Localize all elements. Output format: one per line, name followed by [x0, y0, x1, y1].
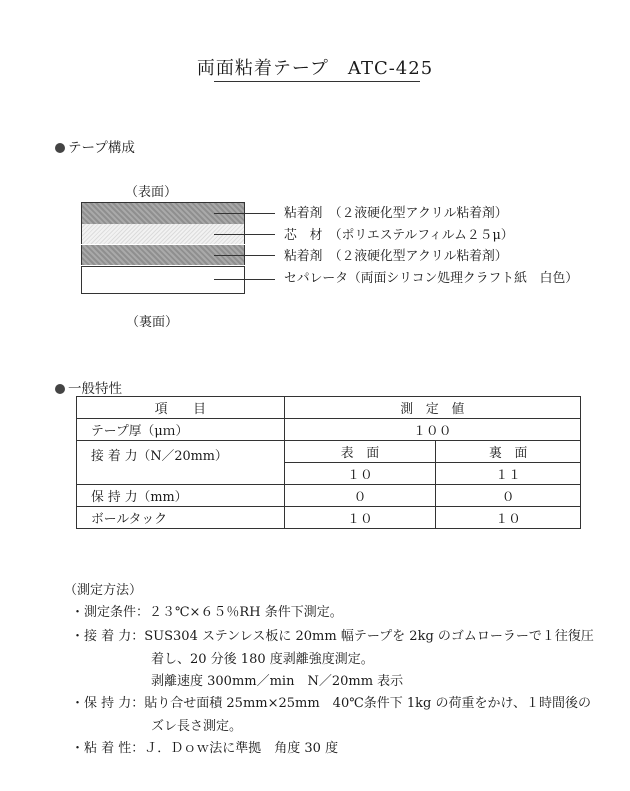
front-side-label: （表面）: [125, 185, 178, 200]
layer-name: セパレータ: [284, 271, 348, 286]
adhesion-back: １１: [436, 463, 581, 485]
layer-label-2: [284, 224, 514, 243]
method-line-4: 剥離速度 300mm／min N／20mm 表示: [151, 674, 404, 689]
method-line-6: ズレ長さ測定。: [151, 719, 243, 734]
layer-name: 粘着剤: [284, 206, 323, 221]
table-header-row: [77, 397, 581, 419]
layer-name: 粘着剤: [284, 249, 323, 264]
holding-back: ０: [436, 485, 581, 507]
leader-line-3: [214, 255, 275, 256]
method-line-3: 着し、20 分後 180 度剥離強度測定。: [151, 652, 374, 667]
layer-separator: [81, 266, 245, 294]
leader-line-2: [214, 234, 275, 235]
layer-label-3: [284, 245, 508, 264]
back-header: 裏 面: [436, 441, 581, 463]
layer-desc: （両面シリコン処理クラフト紙 白色）: [347, 271, 579, 286]
method-line-5: ・保 持 力：貼り合せ面積 25mm×25mm 40℃条件下 1kg の荷重をかけ、１時間後の: [71, 696, 591, 711]
balltack-front: １０: [284, 507, 436, 529]
back-side-label: （裏面）: [126, 315, 179, 330]
table-row: [77, 507, 581, 529]
title-underline: [214, 81, 420, 82]
document-title: 両面粘着テープ ATC-425: [196, 58, 434, 79]
method-line-7: ・粘 着 性：Ｊ．Ｄｏｗ法に準拠 角度 30 度: [71, 741, 339, 756]
balltack-back: １０: [436, 507, 581, 529]
layer-label-1: [284, 202, 508, 221]
thickness-value: １００: [284, 419, 580, 441]
holding-front: ０: [284, 485, 436, 507]
layer-label-4: [284, 267, 578, 286]
construction-heading-text: テープ構成: [68, 140, 135, 156]
layer-desc: （２液硬化型アクリル粘着剤）: [335, 206, 508, 221]
layer-name: 芯 材: [284, 228, 323, 243]
bullet-icon: [55, 143, 65, 153]
layer-desc: （２液硬化型アクリル粘着剤）: [335, 249, 508, 264]
table-row: [77, 485, 581, 507]
bullet-icon: [55, 384, 65, 394]
front-header: 表 面: [284, 441, 436, 463]
thickness-label: テープ厚（μｍ）: [77, 419, 285, 441]
adhesion-front: １０: [284, 463, 436, 485]
table-row: [77, 441, 581, 463]
header-value: 測 定 値: [284, 397, 580, 419]
leader-line-4: [214, 279, 275, 280]
properties-table: [76, 396, 581, 529]
leader-line-1: [214, 213, 275, 214]
properties-heading: [55, 377, 122, 397]
methods-heading: （測定方法）: [64, 583, 143, 598]
table-row: [77, 419, 581, 441]
properties-heading-text: 一般特性: [68, 381, 122, 397]
header-item: 項 目: [77, 397, 285, 419]
construction-heading: [55, 136, 135, 156]
holding-label: 保 持 力（mm）: [77, 485, 285, 507]
layer-desc: （ポリエステルフィルム２５μ）: [335, 228, 514, 243]
method-line-2: ・接 着 力：SUS304 ステンレス板に 20mm 幅テープを 2kg のゴムローラーで１往復圧: [71, 629, 594, 644]
balltack-label: ボールタック: [77, 507, 285, 529]
method-line-1: ・測定条件：２３℃×６５％RH 条件下測定。: [71, 605, 343, 620]
adhesion-label: 接 着 力（N／20mm）: [77, 441, 285, 485]
